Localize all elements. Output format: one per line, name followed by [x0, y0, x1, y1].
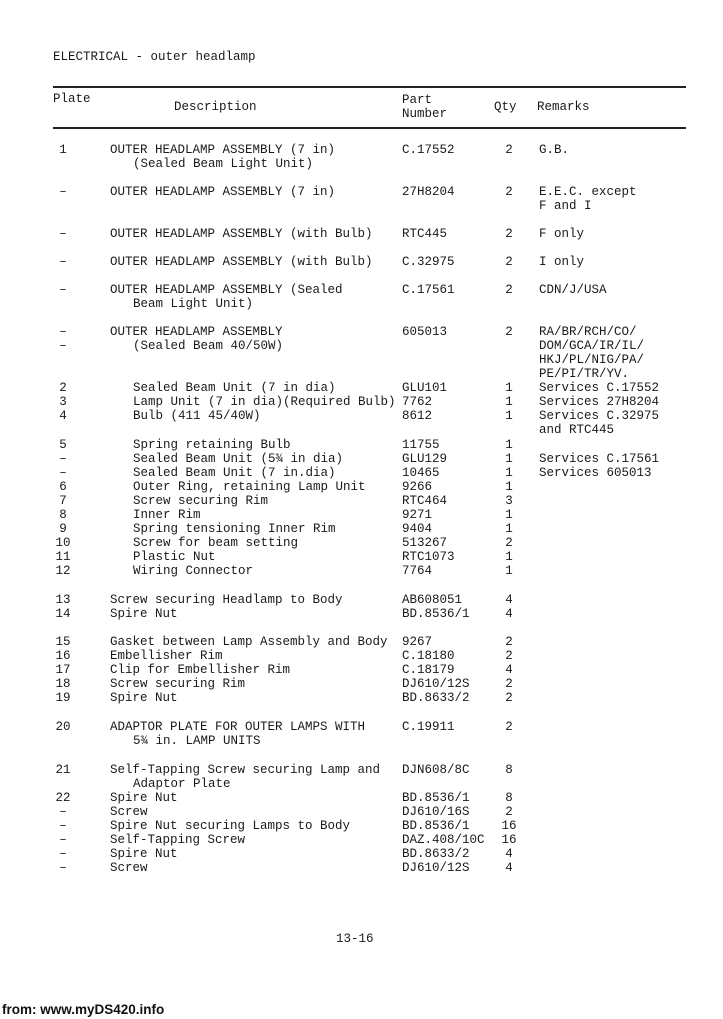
plate-number: 17: [55, 663, 71, 677]
plate-number: 12: [55, 564, 71, 578]
plate-number: 5: [59, 438, 67, 452]
part-description: OUTER HEADLAMP ASSEMBLY: [110, 325, 283, 339]
quantity: 1: [505, 522, 513, 536]
part-description: Spire Nut: [110, 847, 178, 861]
remarks: and RTC445: [539, 423, 615, 437]
part-number: AB608051: [402, 593, 463, 607]
remarks: DOM/GCA/IR/IL/: [539, 339, 645, 353]
part-description: Screw securing Rim: [133, 494, 269, 508]
part-description: Self-Tapping Screw: [110, 833, 246, 847]
part-number: 7762: [402, 395, 433, 409]
plate-number: –: [59, 283, 67, 297]
quantity: 2: [505, 143, 513, 157]
quantity: 2: [505, 691, 513, 705]
header-bottom-rule: [53, 127, 686, 129]
remarks: F and I: [539, 199, 592, 213]
part-description: Screw securing Headlamp to Body: [110, 593, 343, 607]
plate-number: –: [59, 466, 67, 480]
part-number: C.17561: [402, 283, 455, 297]
quantity: 4: [505, 861, 513, 875]
quantity: 1: [505, 480, 513, 494]
page-number: 13-16: [336, 932, 374, 946]
part-number: RTC464: [402, 494, 448, 508]
remarks: RA/BR/RCH/CO/: [539, 325, 637, 339]
part-description-continued: (Sealed Beam 40/50W): [133, 339, 284, 353]
header-top-rule: [53, 86, 686, 88]
part-description-continued: Adaptor Plate: [133, 777, 231, 791]
quantity: 2: [505, 805, 513, 819]
quantity: 2: [505, 649, 513, 663]
part-description: OUTER HEADLAMP ASSEMBLY (with Bulb): [110, 227, 373, 241]
part-description: OUTER HEADLAMP ASSEMBLY (7 in): [110, 185, 336, 199]
part-description: Bulb (411 45/40W): [133, 409, 261, 423]
part-number: BD.8536/1: [402, 819, 470, 833]
plate-number: –: [59, 847, 67, 861]
quantity: 2: [505, 325, 513, 339]
part-description: Gasket between Lamp Assembly and Body: [110, 635, 388, 649]
header-part-line1: Part: [402, 93, 433, 107]
quantity: 4: [505, 607, 513, 621]
part-number: 11755: [402, 438, 440, 452]
part-description: OUTER HEADLAMP ASSEMBLY (Sealed: [110, 283, 343, 297]
part-description: Spire Nut: [110, 607, 178, 621]
plate-number: 11: [55, 550, 71, 564]
quantity: 1: [505, 409, 513, 423]
part-number: C.19911: [402, 720, 455, 734]
plate-number: 22: [55, 791, 71, 805]
part-number: 8612: [402, 409, 433, 423]
part-number: BD.8633/2: [402, 847, 470, 861]
quantity: 2: [505, 536, 513, 550]
section-title: ELECTRICAL - outer headlamp: [53, 50, 256, 64]
part-description: Inner Rim: [133, 508, 201, 522]
part-description: Outer Ring, retaining Lamp Unit: [133, 480, 366, 494]
part-description: Wiring Connector: [133, 564, 254, 578]
quantity: 2: [505, 227, 513, 241]
part-description: Spring tensioning Inner Rim: [133, 522, 336, 536]
plate-number: –: [59, 255, 67, 269]
quantity: 1: [505, 438, 513, 452]
plate-number: 6: [59, 480, 67, 494]
quantity: 1: [505, 381, 513, 395]
plate-number: 1: [59, 143, 67, 157]
part-number: DAZ.408/10C: [402, 833, 485, 847]
plate-number: 9: [59, 522, 67, 536]
part-description: Embellisher Rim: [110, 649, 223, 663]
part-number: 9267: [402, 635, 433, 649]
plate-number: 2: [59, 381, 67, 395]
plate-number: 4: [59, 409, 67, 423]
plate-number: 14: [55, 607, 71, 621]
remarks: CDN/J/USA: [539, 283, 607, 297]
part-number: RTC445: [402, 227, 448, 241]
part-description: Spire Nut: [110, 791, 178, 805]
remarks: Services C.32975: [539, 409, 660, 423]
part-description: Plastic Nut: [133, 550, 216, 564]
remarks: PE/PI/TR/YV.: [539, 367, 630, 381]
part-description: Screw for beam setting: [133, 536, 299, 550]
part-number: 7764: [402, 564, 433, 578]
remarks: HKJ/PL/NIG/PA/: [539, 353, 645, 367]
quantity: 1: [505, 466, 513, 480]
part-description: Sealed Beam Unit (7 in dia): [133, 381, 336, 395]
plate-number: –: [59, 325, 67, 339]
quantity: 16: [501, 833, 517, 847]
header-description: Description: [174, 100, 257, 114]
quantity: 4: [505, 847, 513, 861]
remarks: Services 27H8204: [539, 395, 660, 409]
quantity: 8: [505, 791, 513, 805]
plate-number: –: [59, 452, 67, 466]
part-number: 605013: [402, 325, 448, 339]
part-description: Spire Nut securing Lamps to Body: [110, 819, 351, 833]
part-number: C.18179: [402, 663, 455, 677]
plate-number: 18: [55, 677, 71, 691]
part-number: 9271: [402, 508, 433, 522]
remarks: E.E.C. except: [539, 185, 637, 199]
part-number: BD.8633/2: [402, 691, 470, 705]
header-qty: Qty: [494, 100, 517, 114]
part-description: Spring retaining Bulb: [133, 438, 291, 452]
part-number: GLU101: [402, 381, 448, 395]
part-number: 513267: [402, 536, 448, 550]
part-description: Self-Tapping Screw securing Lamp and: [110, 763, 381, 777]
part-description-continued: 5¾ in. LAMP UNITS: [133, 734, 261, 748]
quantity: 4: [505, 663, 513, 677]
quantity: 2: [505, 635, 513, 649]
part-number: DJ610/12S: [402, 677, 470, 691]
plate-number: –: [59, 227, 67, 241]
part-description: Lamp Unit (7 in dia)(Required Bulb): [133, 395, 396, 409]
part-number: 9266: [402, 480, 433, 494]
remarks: I only: [539, 255, 585, 269]
quantity: 2: [505, 185, 513, 199]
plate-number: 15: [55, 635, 71, 649]
plate-number: –: [59, 185, 67, 199]
part-description: Sealed Beam Unit (5¾ in dia): [133, 452, 344, 466]
quantity: 4: [505, 593, 513, 607]
remarks: Services C.17552: [539, 381, 660, 395]
part-number: BD.8536/1: [402, 791, 470, 805]
quantity: 2: [505, 283, 513, 297]
plate-number: –: [59, 861, 67, 875]
part-number: C.32975: [402, 255, 455, 269]
part-number: RTC1073: [402, 550, 455, 564]
part-description: OUTER HEADLAMP ASSEMBLY (7 in): [110, 143, 336, 157]
part-description: Screw: [110, 861, 148, 875]
part-description: OUTER HEADLAMP ASSEMBLY (with Bulb): [110, 255, 373, 269]
part-number: BD.8536/1: [402, 607, 470, 621]
quantity: 1: [505, 550, 513, 564]
quantity: 1: [505, 452, 513, 466]
plate-number: –: [59, 833, 67, 847]
remarks: F only: [539, 227, 585, 241]
quantity: 1: [505, 395, 513, 409]
part-description: Sealed Beam Unit (7 in.dia): [133, 466, 336, 480]
part-description: ADAPTOR PLATE FOR OUTER LAMPS WITH: [110, 720, 366, 734]
quantity: 2: [505, 677, 513, 691]
plate-number: 8: [59, 508, 67, 522]
quantity: 2: [505, 720, 513, 734]
remarks: Services C.17561: [539, 452, 660, 466]
part-description: Screw: [110, 805, 148, 819]
part-description-continued: (Sealed Beam Light Unit): [133, 157, 314, 171]
plate-number: 21: [55, 763, 71, 777]
quantity: 16: [501, 819, 517, 833]
plate-number: 16: [55, 649, 71, 663]
part-description: Clip for Embellisher Rim: [110, 663, 291, 677]
plate-number: 10: [55, 536, 71, 550]
header-remarks: Remarks: [537, 100, 590, 114]
part-number: GLU129: [402, 452, 448, 466]
part-description: Spire Nut: [110, 691, 178, 705]
plate-number: 19: [55, 691, 71, 705]
quantity: 1: [505, 564, 513, 578]
part-number: 27H8204: [402, 185, 455, 199]
plate-number: –: [59, 819, 67, 833]
part-number: 10465: [402, 466, 440, 480]
plate-number: 20: [55, 720, 71, 734]
remarks: G.B.: [539, 143, 570, 157]
plate-number: 7: [59, 494, 67, 508]
part-number: DJ610/12S: [402, 861, 470, 875]
quantity: 3: [505, 494, 513, 508]
part-description: Screw securing Rim: [110, 677, 246, 691]
part-number: C.17552: [402, 143, 455, 157]
header-part-line2: Number: [402, 107, 448, 121]
quantity: 2: [505, 255, 513, 269]
plate-number: 3: [59, 395, 67, 409]
plate-number: 13: [55, 593, 71, 607]
quantity: 1: [505, 508, 513, 522]
part-number: C.18180: [402, 649, 455, 663]
header-plate: Plate: [53, 92, 91, 106]
part-number: DJ610/16S: [402, 805, 470, 819]
plate-number: –: [59, 805, 67, 819]
part-number: 9404: [402, 522, 433, 536]
remarks: Services 605013: [539, 466, 652, 480]
part-number: DJN608/8C: [402, 763, 470, 777]
quantity: 8: [505, 763, 513, 777]
footer-source: from: www.myDS420.info: [2, 1002, 165, 1017]
plate-number: –: [59, 339, 67, 353]
part-description-continued: Beam Light Unit): [133, 297, 254, 311]
